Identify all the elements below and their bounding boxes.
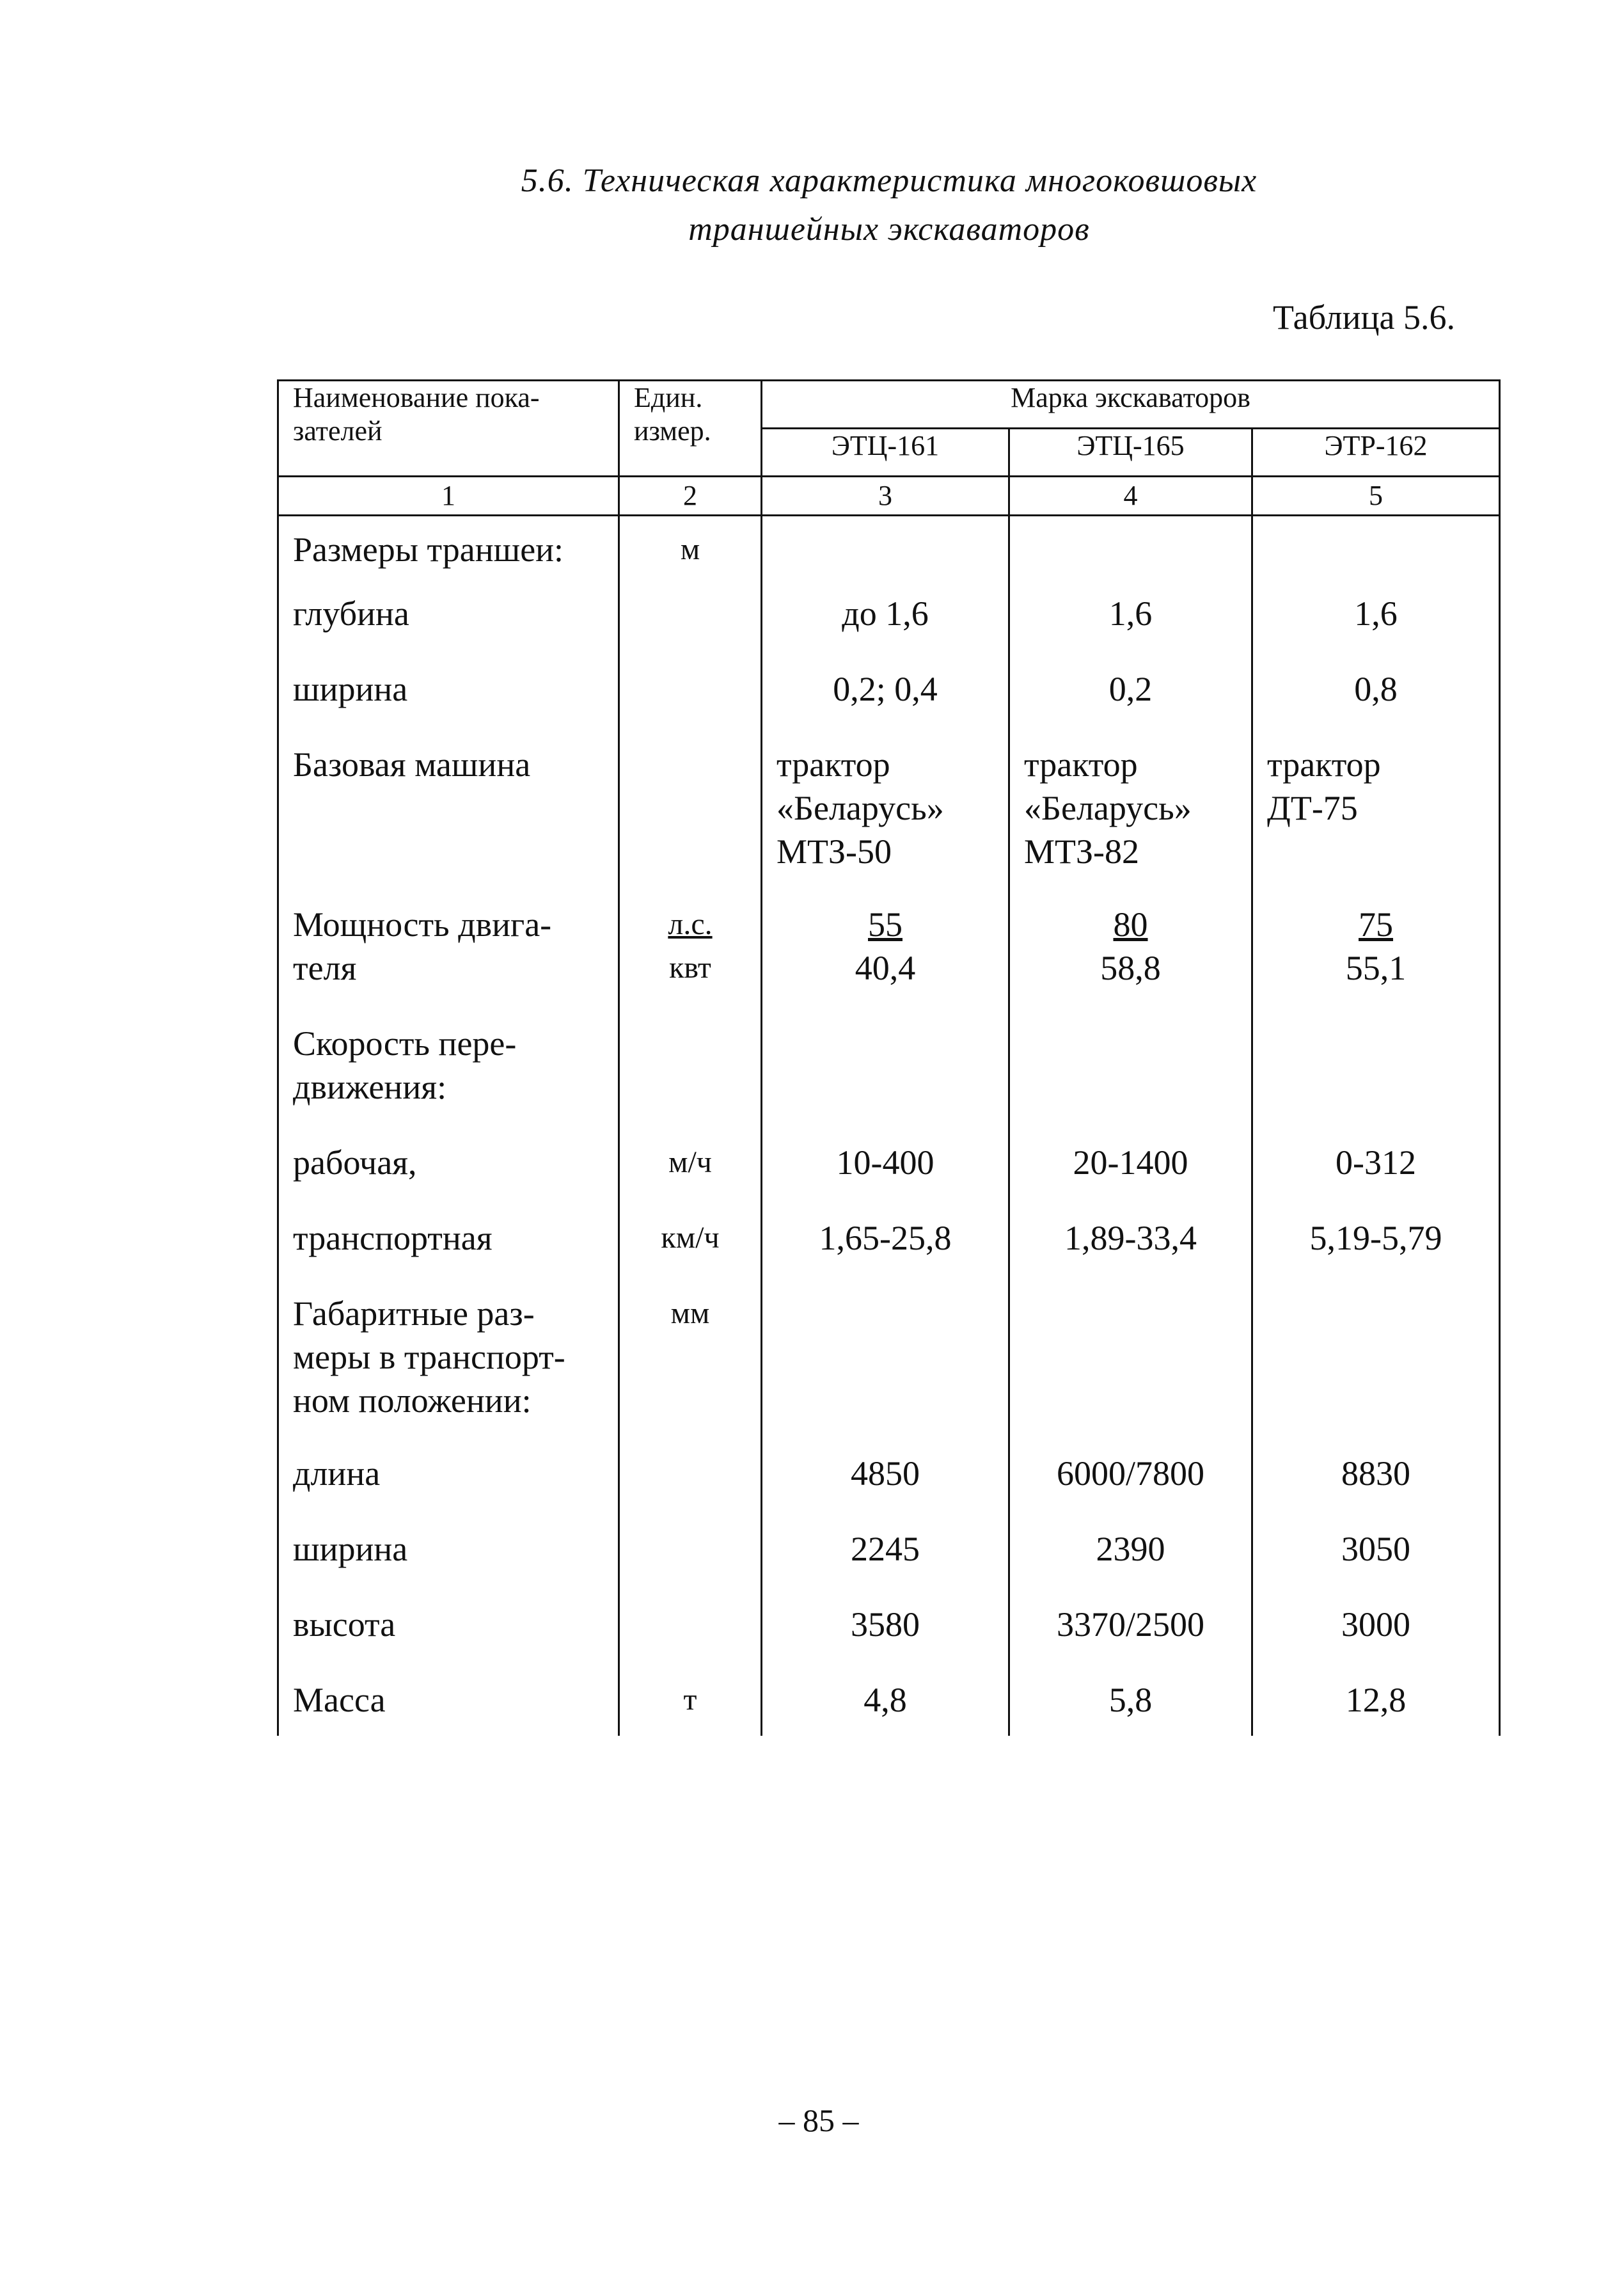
row-width2-value-3: 3050 <box>1252 1527 1500 1603</box>
row-width-value-1: 0,2; 0,4 <box>762 667 1009 743</box>
column-number-4: 4 <box>1009 476 1252 515</box>
row-base-value-2-line1: трактор <box>1024 745 1138 784</box>
column-number-2: 2 <box>619 476 762 515</box>
row-trench-label: Размеры траншеи: <box>278 515 619 592</box>
row-base-value-2 <box>1009 743 1252 903</box>
row-working-value-1: 10-400 <box>762 1141 1009 1216</box>
table-label: Таблица 5.6. <box>1273 298 1455 337</box>
column-number-3: 3 <box>762 476 1009 515</box>
row-power-kw-1: 40,4 <box>855 949 916 987</box>
row-working-unit: м/ч <box>619 1141 762 1216</box>
row-power-unit <box>619 903 762 1022</box>
row-trench-unit: м <box>619 515 762 592</box>
row-width-value-3: 0,8 <box>1252 667 1500 743</box>
row-power-kw-3: 55,1 <box>1345 949 1407 987</box>
row-height-value-1: 3580 <box>762 1603 1009 1678</box>
header-unit-line2: измер. <box>634 415 711 447</box>
row-mass-value-3: 12,8 <box>1252 1678 1500 1736</box>
row-power-label-line2: теля <box>293 949 357 987</box>
row-power-unit-kw: квт <box>669 951 711 985</box>
row-base-value-3 <box>1252 743 1500 903</box>
header-brand-1: ЭТЦ-161 <box>762 428 1009 476</box>
row-base-value-1-line2: «Беларусь» <box>777 789 944 827</box>
page-number: – 85 – <box>778 2102 859 2138</box>
row-dims-label-line2: меры в транспорт- <box>293 1338 565 1376</box>
column-number-5: 5 <box>1252 476 1500 515</box>
row-depth-value-1: до 1,6 <box>762 592 1009 667</box>
row-transport-value-3: 5,19-5,79 <box>1252 1216 1500 1292</box>
row-power-value-1 <box>762 903 1009 1022</box>
specs-table <box>277 379 1501 1736</box>
row-power-value-3 <box>1252 903 1500 1022</box>
row-width2-label: ширина <box>278 1527 619 1603</box>
row-dims-label-line1: Габаритные раз- <box>293 1294 535 1333</box>
row-base-label: Базовая машина <box>278 743 619 903</box>
section-title-line2: траншейных экскаваторов <box>688 211 1090 248</box>
row-base-value-2-line2: «Беларусь» <box>1024 789 1192 827</box>
header-brand-3: ЭТР-162 <box>1252 428 1500 476</box>
row-speed-label-line2: движения: <box>293 1068 447 1106</box>
header-unit <box>619 381 762 477</box>
row-depth-label: глубина <box>278 592 619 667</box>
row-base-value-1 <box>762 743 1009 903</box>
row-transport-label: транспортная <box>278 1216 619 1292</box>
header-brand-group: Марка экскаваторов <box>762 381 1500 429</box>
row-mass-value-2: 5,8 <box>1009 1678 1252 1736</box>
header-name-line1: Наименование пока- <box>293 382 540 413</box>
row-length-value-3: 8830 <box>1252 1452 1500 1527</box>
row-mass-value-1: 4,8 <box>762 1678 1009 1736</box>
row-transport-value-2: 1,89-33,4 <box>1009 1216 1252 1292</box>
row-working-value-3: 0-312 <box>1252 1141 1500 1216</box>
row-length-value-1: 4850 <box>762 1452 1009 1527</box>
row-depth-value-3: 1,6 <box>1252 592 1500 667</box>
row-base-value-3-line2: ДТ-75 <box>1267 789 1358 827</box>
row-width-label: ширина <box>278 667 619 743</box>
row-height-value-3: 3000 <box>1252 1603 1500 1678</box>
row-mass-unit: т <box>619 1678 762 1736</box>
row-power-value-2 <box>1009 903 1252 1022</box>
row-depth-value-2: 1,6 <box>1009 592 1252 667</box>
row-power-unit-hp: л.с. <box>668 907 713 941</box>
header-unit-line1: Един. <box>634 382 703 413</box>
header-name-line2: зателей <box>293 415 382 447</box>
row-transport-unit: км/ч <box>619 1216 762 1292</box>
row-mass-label: Масса <box>278 1678 619 1736</box>
row-base-value-3-line1: трактор <box>1267 745 1381 784</box>
row-power-hp-3: 75 <box>1359 905 1394 944</box>
column-number-1: 1 <box>278 476 619 515</box>
section-title <box>473 157 1305 254</box>
row-base-value-1-line1: трактор <box>777 745 890 784</box>
row-power-hp-1: 55 <box>868 905 903 944</box>
row-height-value-2: 3370/2500 <box>1009 1603 1252 1678</box>
row-width2-value-1: 2245 <box>762 1527 1009 1603</box>
header-name <box>278 381 619 477</box>
row-power-kw-2: 58,8 <box>1100 949 1161 987</box>
row-width2-value-2: 2390 <box>1009 1527 1252 1603</box>
row-speed-label <box>278 1022 619 1141</box>
row-height-label: высота <box>278 1603 619 1678</box>
row-working-value-2: 20-1400 <box>1009 1141 1252 1216</box>
row-length-value-2: 6000/7800 <box>1009 1452 1252 1527</box>
header-brand-2: ЭТЦ-165 <box>1009 428 1252 476</box>
row-speed-label-line1: Скорость пере- <box>293 1024 517 1063</box>
row-dims-label <box>278 1292 619 1452</box>
row-width-value-2: 0,2 <box>1009 667 1252 743</box>
row-length-label: длина <box>278 1452 619 1527</box>
row-dims-label-line3: ном положении: <box>293 1381 532 1420</box>
row-power-label <box>278 903 619 1022</box>
row-power-label-line1: Мощность двига- <box>293 905 552 944</box>
row-power-hp-2: 80 <box>1113 905 1148 944</box>
row-dims-unit: мм <box>619 1292 762 1452</box>
row-base-value-1-line3: МТЗ-50 <box>777 832 892 871</box>
row-working-label: рабочая, <box>278 1141 619 1216</box>
row-transport-value-1: 1,65-25,8 <box>762 1216 1009 1292</box>
row-base-value-2-line3: МТЗ-82 <box>1024 832 1140 871</box>
section-title-line1: 5.6. Техническая характеристика многоковшовых <box>521 163 1257 199</box>
